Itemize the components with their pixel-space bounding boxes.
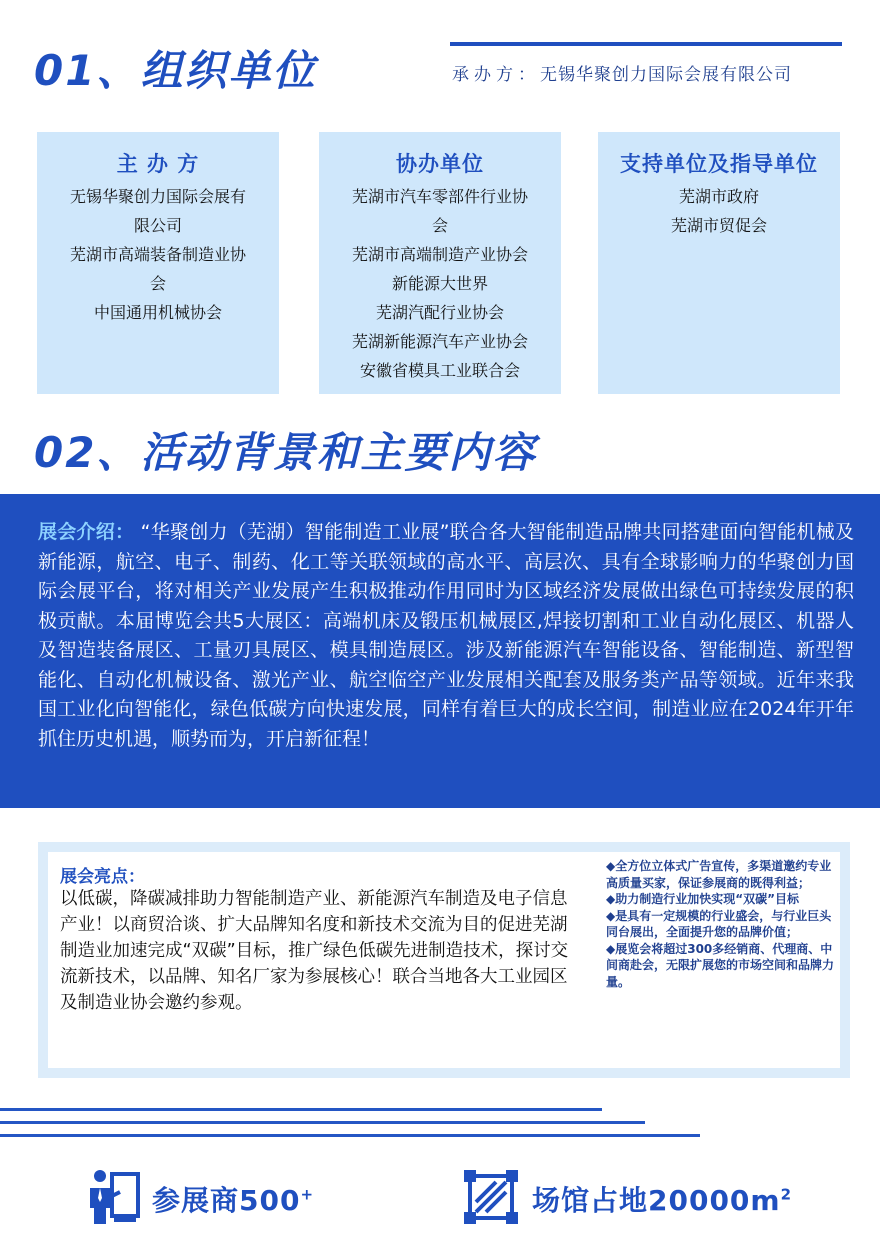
intro-label: 展会介绍： [38,521,135,543]
feature-list [606,858,838,990]
org-line: 限公司 [133,216,182,235]
intro-text: “华聚创力（芜湖）智能制造工业展”联合各大智能制造品牌共同搭建面向智能机械及新能源，航空、电子、制药、化工等关联领域的高水平、高层次、具有全球影响力的华聚创力国际会展平台，将对相关产业发展产生积极推动作用同时为区域经济发展做出绿色可持续发展的积极贡献。本届博览会共5大展区：高端机床及锻压机械展区,焊接切割和工业自动化展区、机器人及智造装备展区、工量刃具展区、模具制造展区。涉及新能源汽车智能设备、智能制造、新型智能化、自动化机械设备、激光产业、航空临空产业发展相关配套及服务类产品等领域。近年来我国工业化向智能化，绿色低碳方向快速发展，同样有着巨大的成长空间，制造业应在2024年开年抓住历史机遇，顺势而为，开启新征程！ [38,521,854,750]
highlights-title: 展会亮点： [60,867,145,887]
host-name: 无锡华聚创力国际会展有限公司 [540,65,792,85]
intro-panel [0,494,880,808]
org-heading: 协办单位 [396,152,484,176]
org-line: 会 [149,274,166,293]
feature-item: ◆展览会将超过300多经销商、代理商、中间商赴会，无限扩展您的市场空间和品牌力量。 [606,941,835,989]
org-line: 芜湖市高端装备制造业协 [69,245,246,264]
org-box-supporters [598,132,840,394]
feature-item: ◆是具有一定规模的行业盛会，与行业巨头同台展出，全面提升您的品牌价值； [606,908,832,939]
org-line: 安徽省模具工业联合会 [359,361,520,380]
header-rule [450,42,842,46]
org-box-main-organizer [37,132,279,394]
org-line: 芜湖新能源汽车产业协会 [351,332,528,351]
footer-rule [0,1134,700,1137]
org-line: 中国通用机械协会 [93,303,222,322]
host-line [452,60,792,85]
org-line: 芜湖汽配行业协会 [375,303,504,322]
highlights-text: 以低碳，降碳减排助力智能制造产业、新能源汽车制造及电子信息产业！以商贸洽谈、扩大品牌知名度和新技术交流为目的促进芜湖制造业加速完成“双碳”目标，推广绿色低碳先进制造技术，探讨交流新技术，以品牌、知名厂家为参展核心！联合当地各大工业园区及制造业协会邀约参观。 [60,889,569,1013]
org-heading: 主 办 方 [116,152,200,176]
area-icon [462,1168,520,1230]
exhibitors-count: 参展商500+ [152,1184,315,1217]
org-line: 芜湖市贸促会 [670,216,767,235]
org-line: 新能源大世界 [391,274,488,293]
section-1-title: 01、组织单位 [34,46,317,95]
org-line: 芜湖市高端制造产业协会 [351,245,528,264]
stat-exhibitors [86,1168,314,1230]
host-label: 承办方： [452,65,540,85]
org-box-co-organizer [319,132,561,394]
org-line: 会 [431,216,448,235]
org-line: 无锡华聚创力国际会展有 [69,187,246,206]
exhibitor-icon [86,1168,142,1230]
stat-venue [462,1168,792,1230]
org-line: 芜湖市汽车零部件行业协 [351,187,528,206]
org-line: 芜湖市政府 [678,187,759,206]
section-2-title: 02、活动背景和主要内容 [34,428,537,477]
feature-item: ◆全方位立体式广告宣传，多渠道邀约专业高质量买家，保证参展商的既得利益； [606,859,832,890]
footer-rule [0,1121,645,1124]
venue-area: 场馆占地$20000m^2$ [532,1184,793,1217]
org-heading: 支持单位及指导单位 [620,152,818,176]
feature-item: ◆助力制造行业加快实现“双碳”目标 [606,892,800,906]
footer-rule [0,1108,602,1111]
